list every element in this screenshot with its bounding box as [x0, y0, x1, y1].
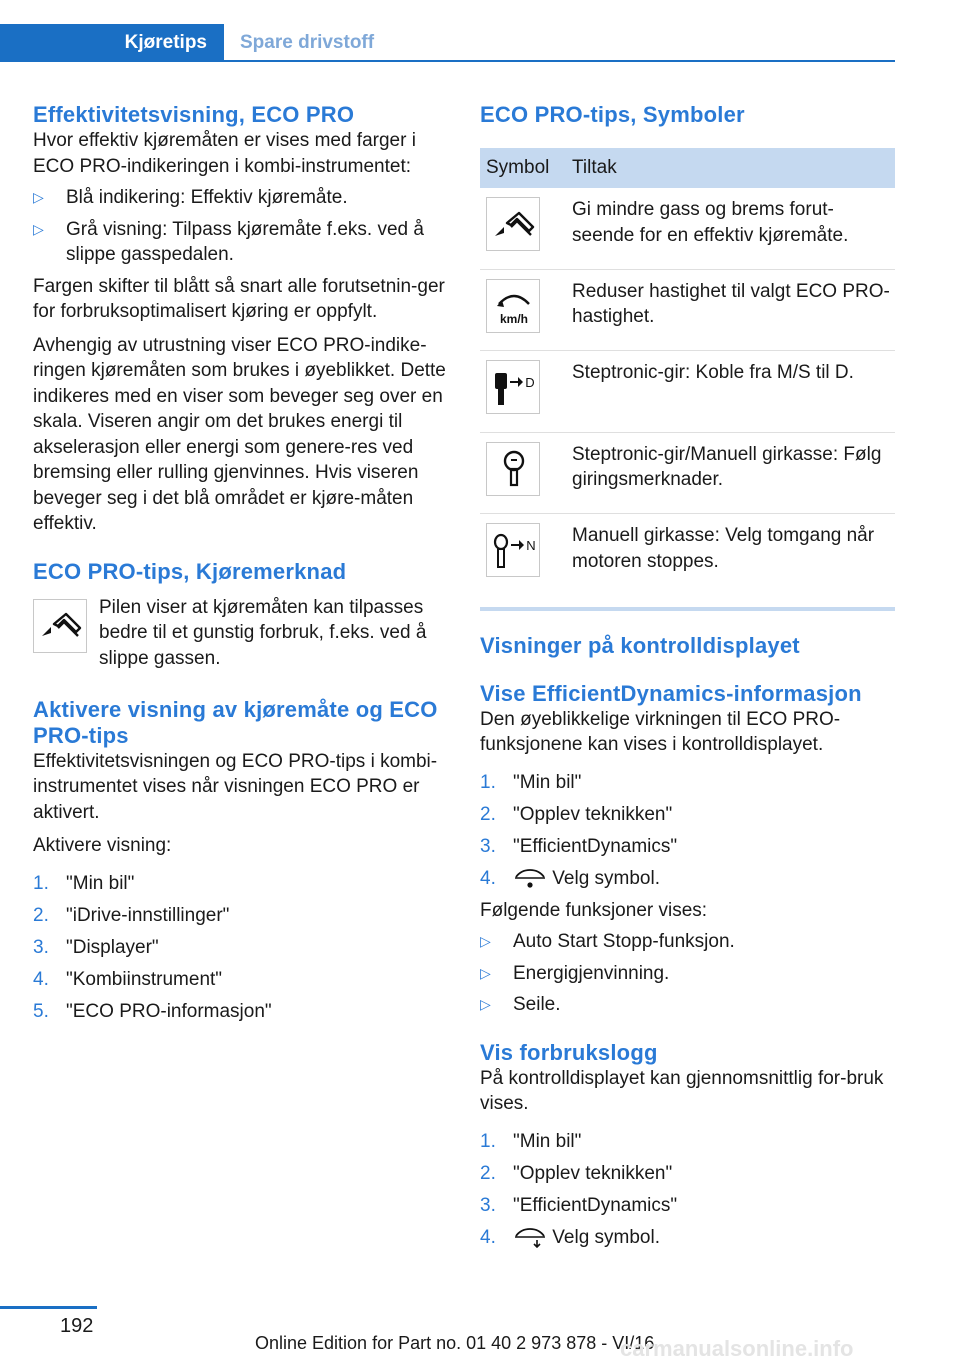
- list-item: ▷ Seile.: [480, 992, 895, 1018]
- tiltak-cell: Reduser hastighet til valgt ECO PRO-hastighet.: [562, 269, 895, 351]
- column-header-symbol: Symbol: [480, 148, 562, 188]
- symbol-cell: [480, 432, 562, 514]
- table-row: [480, 188, 895, 269]
- numbered-list: [480, 770, 895, 892]
- paragraph: Hvor effektiv kjøremåten er vises med farger i ECO PRO-indikeringen i kombi-instrumentet:: [33, 130, 416, 177]
- numbered-list: [480, 1129, 895, 1251]
- table-row: [480, 432, 895, 514]
- section-title-consumption-log: Vis forbrukslogg: [480, 1039, 658, 1065]
- list-item: 2. "iDrive-innstillinger": [33, 904, 230, 926]
- foot-lift-icon: [33, 599, 87, 653]
- paragraph: Følgende funksjoner vises:: [480, 899, 708, 921]
- list-item: 1. "Min bil": [480, 771, 582, 793]
- note-text: Pilen viser at kjøremåten kan tilpasses bedre til et gunstig forbruk, f.eks. ved å slippe gassen.: [99, 596, 427, 669]
- list-item: ▷ Grå visning: Tilpass kjøremåte f.eks. ved å slippe gasspedalen.: [33, 218, 424, 265]
- paragraph: Den øyeblikkelige virkningen til ECO PRO-funksjonene kan vises i kontrolldisplayet.: [480, 708, 841, 755]
- symbol-table: [480, 148, 895, 595]
- paragraph: Avhengig av utrustning viser ECO PRO-indike-ringen kjøremåten som brukes i øyeblikket. Dette indikeres med en viser som beveger seg over en skala. Viseren angir om det brukes energi til akselerasjon eller energi som genere-res ved bremsing eller rulling gjenvinnes. Hvis viseren beveger seg i det blå området er kjøre-måten effektiv.: [33, 334, 446, 534]
- paragraph: Fargen skifter til blått så snart alle forutsetnin-ger for forbruksoptimalisert kjøring er oppfylt.: [33, 275, 445, 322]
- page-number: 192: [60, 1315, 94, 1337]
- table-row: [480, 514, 895, 595]
- list-item: 3. "EfficientDynamics": [480, 1194, 678, 1216]
- triangle-bullet-icon: ▷: [480, 996, 491, 1012]
- tiltak-cell: Steptronic-gir: Koble fra M/S til D.: [562, 351, 895, 433]
- footer-rule: [0, 1306, 97, 1309]
- list-item: ▷ Auto Start Stopp-funksjon.: [480, 929, 895, 955]
- section-title-symbols: ECO PRO-tips, Symboler: [480, 102, 745, 127]
- tiltak-cell: Steptronic-gir/Manuell girkasse: Følg giringsmerknader.: [562, 432, 895, 514]
- list-item: ▷ Energigjenvinning.: [480, 961, 895, 987]
- list-item: 3. "Displayer": [33, 936, 159, 958]
- triangle-bullet-icon: ▷: [480, 933, 491, 949]
- section-title-activate-display: Aktivere visning av kjøremåte og ECO PRO-tips: [33, 696, 438, 748]
- list-item: 2. "Opplev teknikken": [480, 803, 673, 825]
- edition-text: Online Edition for Part no. 01 40 2 973 878 - VI/16: [255, 1333, 655, 1353]
- paragraph: På kontrolldisplayet kan gjennomsnittlig for-bruk vises.: [480, 1067, 884, 1114]
- triangle-bullet-icon: ▷: [33, 220, 44, 237]
- paragraph: Effektivitetsvisningen og ECO PRO-tips i kombi-instrumentet vises når visningen ECO PRO er aktivert.: [33, 750, 438, 823]
- header-rule: [0, 60, 895, 62]
- section-title-efficientdynamics: Vise EfficientDynamics-informasjon: [480, 680, 862, 706]
- list-item: 1. "Min bil": [33, 872, 135, 894]
- section-title-efficiency-display: Effektivitetsvisning, ECO PRO: [33, 102, 355, 127]
- list-item: 3. "EfficientDynamics": [480, 835, 678, 857]
- car-log-icon: [513, 1226, 547, 1248]
- tab-kjoretips[interactable]: Kjøretips: [0, 24, 224, 62]
- table-header-row: [480, 148, 895, 188]
- list-item: 5. "ECO PRO-informasjon": [33, 1000, 272, 1022]
- symbol-cell: [480, 514, 562, 595]
- svg-text:D: D: [525, 375, 535, 390]
- section-title-driving-note: ECO PRO-tips, Kjøremerknad: [33, 558, 347, 584]
- speed-kmh-icon: [486, 279, 540, 333]
- triangle-bullet-icon: ▷: [33, 189, 44, 205]
- list-item: 4. "Kombiinstrument": [33, 968, 223, 990]
- foot-lift-icon: [486, 197, 540, 251]
- list-item: ▷ Blå indikering: Effektiv kjøremåte.: [33, 185, 448, 211]
- watermark: carmanualsonline.info: [620, 1336, 854, 1361]
- note-block: [33, 595, 448, 675]
- numbered-list: [33, 871, 448, 1025]
- triangle-bullet-icon: ▷: [480, 964, 491, 981]
- list-item: 4. Velg symbol.: [480, 867, 661, 889]
- svg-text:km/h: km/h: [499, 311, 529, 326]
- shift-to-n-icon: [486, 523, 540, 577]
- table-row: [480, 351, 895, 433]
- bullet-list: [480, 929, 895, 1018]
- shift-to-d-icon: [486, 360, 540, 414]
- paragraph: Aktivere visning:: [33, 835, 172, 856]
- column-header-tiltak: Tiltak: [562, 148, 895, 188]
- right-column: [480, 102, 895, 1257]
- symbol-cell: [480, 269, 562, 351]
- section-title-control-display: Visninger på kontrolldisplayet: [480, 632, 800, 658]
- page-header: [0, 24, 895, 62]
- tab-spare-drivstoff[interactable]: Spare drivstoff: [240, 32, 375, 53]
- list-item: 2. "Opplev teknikken": [480, 1162, 673, 1184]
- symbol-cell: [480, 188, 562, 269]
- section-divider: [480, 607, 895, 611]
- tiltak-cell: Manuell girkasse: Velg tomgang når motoren stoppes.: [572, 525, 875, 572]
- bullet-list: [33, 185, 448, 268]
- symbol-cell: [480, 351, 562, 433]
- gear-recommendation-icon: [486, 442, 540, 496]
- table-row: [480, 269, 895, 351]
- list-item: 4. Velg symbol.: [480, 1226, 661, 1248]
- list-item: 1. "Min bil": [480, 1130, 582, 1152]
- left-column: [33, 102, 448, 1031]
- tiltak-cell: Gi mindre gass og brems forut-seende for en effektiv kjøremåte.: [562, 188, 895, 269]
- svg-text:N: N: [526, 538, 536, 553]
- car-eco-icon: [513, 867, 547, 889]
